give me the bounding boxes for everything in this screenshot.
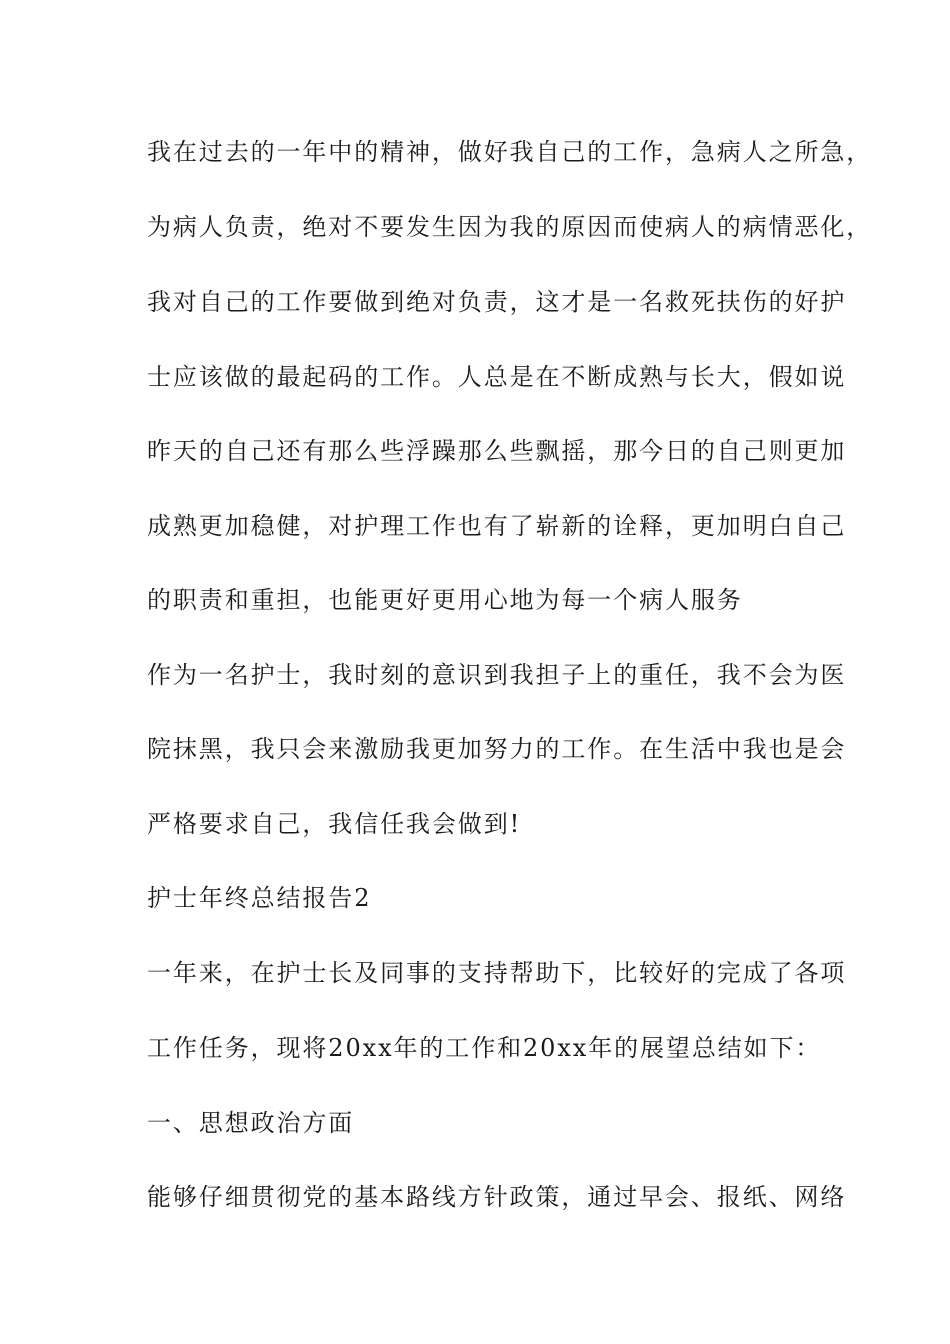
paragraph-line: 工作任务，现将20xx年的工作和20xx年的展望总结如下： — [147, 1034, 822, 1062]
paragraph-line: 能够仔细贯彻党的基本路线方针政策，通过早会、报纸、网络 — [147, 1183, 847, 1211]
paragraph-line: 我在过去的一年中的精神，做好我自己的工作，急病人之所急， — [147, 138, 873, 166]
paragraph-line: 昨天的自己还有那么些浮躁那么些飘摇，那今日的自己则更加 — [147, 437, 847, 465]
paragraph-line: 严格要求自己，我信任我会做到! — [147, 810, 522, 838]
paragraph-line: 院抹黑，我只会来激励我更加努力的工作。在生活中我也是会 — [147, 735, 847, 763]
paragraph-line: 的职责和重担，也能更好更用心地为每一个病人服务 — [147, 586, 743, 614]
paragraph-line: 成熟更加稳健，对护理工作也有了崭新的诠释，更加明白自己 — [147, 512, 847, 540]
paragraph-line: 士应该做的最起码的工作。人总是在不断成熟与长大，假如说 — [147, 363, 847, 391]
subsection-heading: 一、思想政治方面 — [147, 1109, 355, 1137]
paragraph-line: 一年来，在护士长及同事的支持帮助下，比较好的完成了各项 — [147, 959, 847, 987]
paragraph-line: 我对自己的工作要做到绝对负责，这才是一名救死扶伤的好护 — [147, 288, 847, 316]
paragraph-line: 为病人负责，绝对不要发生因为我的原因而使病人的病情恶化， — [147, 213, 873, 241]
paragraph-line: 作为一名护士，我时刻的意识到我担子上的重任，我不会为医 — [147, 661, 847, 689]
section-heading: 护士年终总结报告2 — [147, 884, 372, 912]
